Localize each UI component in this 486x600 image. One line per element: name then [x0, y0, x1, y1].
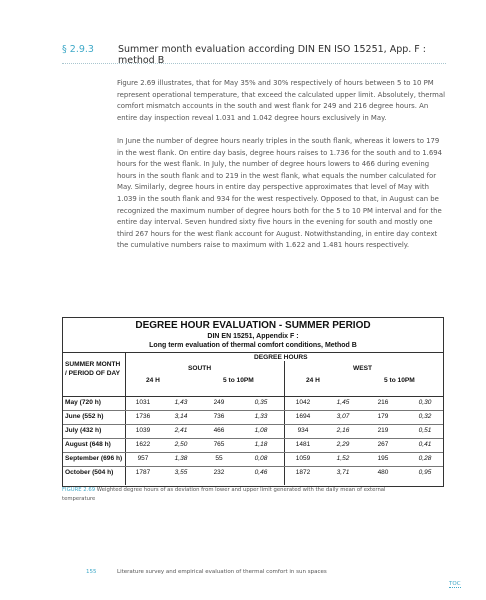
table-cell: 1787	[135, 469, 151, 476]
caption-text: Weighted degree hours of as deviation from lower and upper limit generated with the daily mean of external temperature	[62, 487, 386, 502]
divider	[63, 396, 443, 397]
row-header: / PERIOD OF DAY	[65, 370, 121, 377]
table-cell: 466	[213, 427, 225, 434]
row-divider	[63, 424, 443, 425]
table-cell: 765	[213, 441, 225, 448]
row-divider	[63, 438, 443, 439]
table-cell: 1,38	[174, 455, 188, 462]
table-cell: 2,41	[174, 427, 188, 434]
paragraph: Figure 2.69 illustrates, that for May 35% and 30% respectively of hours between 5 to 10 PM represent operational temperature, that exceed the calculated upper limit. Absolutely, thermal comfort mismatch accounts in the south and west flank for 249 and 216 degree hours. An entire day inspection reveal 1.031 and 1.042 degree hours exclusively in May.	[117, 79, 445, 122]
row-label: May (720 h)	[65, 399, 101, 406]
table-cell: 3,07	[336, 413, 350, 420]
section-title: Summer month evaluation according DIN EN ISO 15251, App. F : method B	[118, 44, 426, 66]
page-number: 155	[86, 569, 97, 575]
table-cell: 957	[137, 455, 149, 462]
table-subtitle: DIN EN 15251, Appendix F :	[207, 333, 299, 340]
table-cell: 0,41	[418, 441, 432, 448]
table-cell: 0,51	[418, 427, 432, 434]
paragraph: In June the number of degree hours nearly triples in the south flank, whereas it lowers to 179 in the west flank. On entire day basis, degree hours raises to 1.736 for the south and to 1.694 hours for the west flank. In July, the number of degree hours lowers to 466 during evening hours in the south flank and to 219 in the west flank, what equals the number calculated for May. Similarly, degree hours in entire day perspective approximates that level of May with 1.039 in the south flank and 934 for the west respectively. Opposed to that, in August can be recognized the maximum number of degree hours both for the 5 to 10 PM interval and for the entire day interval. Seven hundred sixty five hours in the evening for south and mostly one third 267 hours for the west flank account for August. Notwithstanding, in entire day context the cumulative numbers raise to maximum with 1.622 and 1.481 hours respectively.	[117, 136, 442, 250]
table-cell: 1039	[135, 427, 151, 434]
table-cell: 267	[377, 441, 389, 448]
table-cell: 1,43	[174, 399, 188, 406]
table-cell: 480	[377, 469, 389, 476]
table-cell: 3,71	[336, 469, 350, 476]
table-cell: 736	[213, 413, 225, 420]
table-cell: 1,45	[336, 399, 350, 406]
section-heading	[62, 41, 446, 64]
row-divider	[63, 410, 443, 411]
table-cell: 1,52	[336, 455, 350, 462]
table-cell: 232	[213, 469, 225, 476]
west-header: WEST	[353, 365, 373, 372]
table-cell: 1736	[135, 413, 151, 420]
table-cell: 1694	[295, 413, 311, 420]
table-cell: 0,95	[418, 469, 432, 476]
table-cell: 0,30	[418, 399, 432, 406]
table-cell: 1622	[135, 441, 151, 448]
table-cell: 1,08	[254, 427, 268, 434]
degree-hour-table	[62, 317, 444, 487]
table-cell: 249	[213, 399, 225, 406]
table-cell: 1,33	[254, 413, 268, 420]
group-header: DEGREE HOURS	[254, 354, 308, 361]
col-header-evening: 5 to 10PM	[223, 377, 254, 384]
table-cell: 216	[377, 399, 389, 406]
table-cell: 1872	[295, 469, 311, 476]
row-header: SUMMER MONTH	[65, 361, 121, 368]
table-subtitle: Long term evaluation of thermal comfort conditions, Method B	[149, 342, 357, 349]
figure-label: FIGURE 2.69	[62, 487, 96, 493]
row-divider	[63, 452, 443, 453]
table-cell: 0,28	[418, 455, 432, 462]
figure-caption	[62, 486, 392, 503]
table-cell: 3,14	[174, 413, 188, 420]
toc-link[interactable]: TOC	[449, 581, 461, 587]
col-header-evening: 5 to 10PM	[384, 377, 415, 384]
footer-text: Literature survey and empirical evaluation of thermal comfort in sun spaces	[117, 569, 327, 575]
table-cell: 0,08	[254, 455, 268, 462]
table-cell: 934	[297, 427, 309, 434]
table-cell: 2,29	[336, 441, 350, 448]
row-label: October (504 h)	[65, 469, 114, 476]
table-cell: 3,55	[174, 469, 188, 476]
col-header-24h: 24 H	[146, 377, 160, 384]
table-cell: 55	[215, 455, 223, 462]
table-cell: 0,32	[418, 413, 432, 420]
row-label: July (432 h)	[65, 427, 102, 434]
table-cell: 1059	[295, 455, 311, 462]
south-header: SOUTH	[188, 365, 212, 372]
table-cell: 1,18	[254, 441, 268, 448]
row-label: June (552 h)	[65, 413, 104, 420]
divider	[63, 352, 443, 353]
table-cell: 179	[377, 413, 389, 420]
table-cell: 0,35	[254, 399, 268, 406]
table-cell: 1031	[135, 399, 151, 406]
table-cell: 2,50	[174, 441, 188, 448]
table-cell: 219	[377, 427, 389, 434]
col-header-24h: 24 H	[306, 377, 320, 384]
table-cell: 0,46	[254, 469, 268, 476]
table-cell: 195	[377, 455, 389, 462]
row-label: September (696 h)	[65, 455, 123, 462]
table-cell: 2,16	[336, 427, 350, 434]
table-cell: 1481	[295, 441, 311, 448]
body-text	[117, 78, 447, 264]
table-cell: 1042	[295, 399, 311, 406]
row-divider	[63, 466, 443, 467]
table-title: DEGREE HOUR EVALUATION - SUMMER PERIOD	[135, 320, 371, 331]
row-label: August (648 h)	[65, 441, 111, 448]
section-number: § 2.9.3	[62, 44, 94, 55]
